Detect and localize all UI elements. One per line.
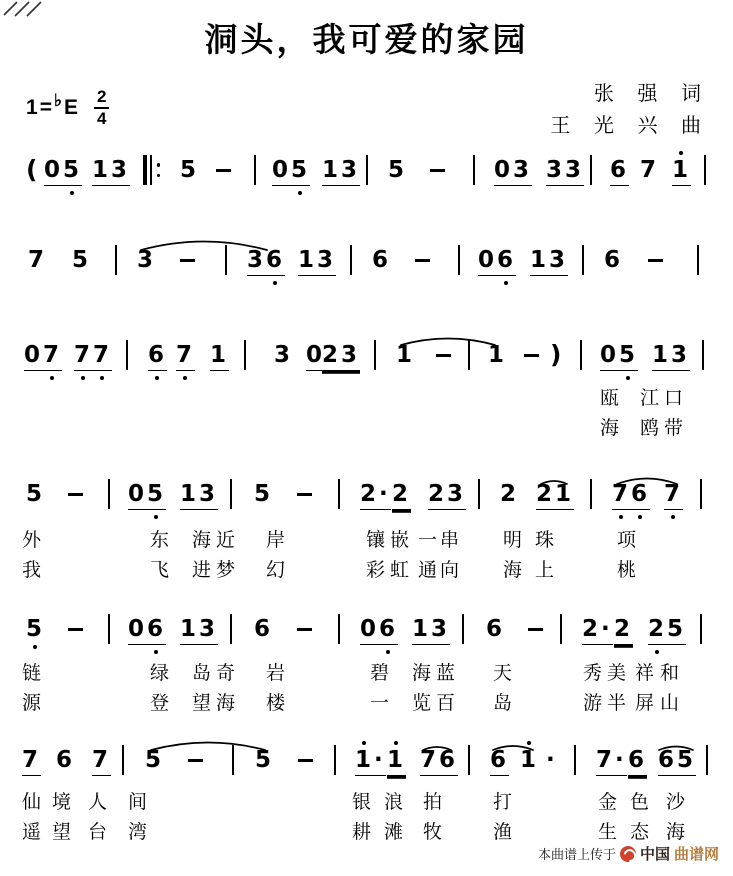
- barline: [560, 614, 562, 644]
- note: 36: [247, 248, 285, 276]
- key-signature: [26, 88, 109, 128]
- lyric-char: 通: [418, 560, 438, 581]
- note: 1 ·: [355, 748, 386, 776]
- note: 23: [322, 343, 360, 371]
- barline: [108, 614, 110, 644]
- lyric-char: 金: [598, 792, 618, 813]
- barline: [230, 614, 232, 644]
- lyric-char: 上: [535, 560, 555, 581]
- barline: [574, 745, 576, 775]
- barline: [468, 745, 470, 775]
- lyric-char: 和: [660, 663, 680, 684]
- dash-note: [68, 628, 83, 631]
- barline: [478, 479, 480, 509]
- lyric-char: 口: [664, 388, 684, 409]
- lyric-char: 向: [440, 560, 460, 581]
- barline: [473, 155, 475, 185]
- barline: [458, 245, 460, 275]
- lyric-char: 台: [88, 822, 108, 843]
- dash-note: [430, 169, 445, 172]
- note: 7: [28, 247, 48, 273]
- lyric-char: 遥: [22, 822, 42, 843]
- lyric-char: 蓝: [436, 663, 456, 684]
- lyric-char: 桃: [617, 560, 637, 581]
- note: 5: [145, 747, 165, 773]
- barline: [706, 745, 708, 775]
- note: 7: [664, 482, 683, 510]
- lyric-char: 览: [412, 693, 432, 714]
- lyric-char: 游: [583, 693, 603, 714]
- lyric-char: 态: [630, 822, 650, 843]
- lyric-char: 沙: [666, 792, 686, 813]
- lyric-char: 耕: [352, 822, 372, 843]
- note: 13: [92, 158, 130, 186]
- dash-note: [524, 354, 539, 357]
- lyric-char: 楼: [266, 693, 286, 714]
- note: 07: [24, 343, 62, 371]
- note: 65: [658, 748, 696, 776]
- lyric-char: 彩: [366, 560, 386, 581]
- lyric-char: 岸: [266, 530, 286, 551]
- barline: [462, 614, 464, 644]
- note: 6: [490, 748, 509, 776]
- note: 7: [92, 748, 111, 776]
- lyric-char: 岩: [266, 663, 286, 684]
- lyric-char: 湾: [128, 822, 148, 843]
- lyric-char: 绿: [150, 663, 170, 684]
- note: 6: [486, 616, 506, 642]
- dash-note: [180, 259, 195, 262]
- note: 5: [388, 157, 408, 183]
- parenthesis: (: [26, 155, 41, 184]
- barline: [230, 479, 232, 509]
- dash-note: [436, 354, 451, 357]
- note: 2·: [582, 617, 613, 645]
- lyric-char: 珠: [535, 530, 555, 551]
- note: 13: [180, 617, 218, 645]
- note: 5: [255, 747, 275, 773]
- lyric-char: 渔: [493, 822, 513, 843]
- note: 05: [272, 158, 310, 186]
- note: 2 5: [648, 617, 686, 645]
- song-title: 洞头，我可爱的家园: [204, 21, 529, 58]
- lyric-char: 一: [418, 530, 438, 551]
- lyric-char: 望: [192, 693, 212, 714]
- dash-note: [68, 493, 83, 496]
- lyric-char: 滩: [384, 822, 404, 843]
- barline: [334, 745, 336, 775]
- dash-note: [298, 759, 313, 762]
- lyric-char: 望: [52, 822, 72, 843]
- credits-block: [550, 78, 703, 142]
- note: ·: [546, 747, 558, 773]
- barline: [704, 155, 706, 185]
- lyric-char: 嵌: [390, 530, 410, 551]
- note: 7·: [596, 748, 627, 776]
- note: 5: [72, 247, 92, 273]
- dash-note: [415, 259, 430, 262]
- key-tonic: 1: [26, 95, 38, 119]
- lyric-char: 带: [664, 418, 684, 439]
- lyric-char: 登: [150, 693, 170, 714]
- dash-note: [297, 628, 312, 631]
- watermark-footer: [538, 843, 719, 864]
- lyric-char: 境: [52, 792, 72, 813]
- time-signature-numerator: 2: [94, 88, 109, 109]
- dash-note: [216, 169, 231, 172]
- barline: [122, 745, 124, 775]
- note: 6: [604, 247, 624, 273]
- note: 33: [546, 158, 584, 186]
- note: 6: [372, 247, 392, 273]
- lyric-char: 屏: [635, 693, 655, 714]
- barline: [244, 340, 246, 370]
- note: 7 7: [74, 343, 112, 371]
- note: 6: [56, 747, 76, 773]
- music-line-4: [0, 482, 733, 522]
- lyric-char: 浪: [384, 792, 404, 813]
- note: 0: [306, 343, 325, 371]
- lyric-char: 瓯: [600, 388, 620, 409]
- barline: [590, 155, 592, 185]
- lyric-char: 银: [352, 792, 372, 813]
- lyric-char: 海: [503, 560, 523, 581]
- lyric-char: 秀: [583, 663, 603, 684]
- lyric-char: 打: [493, 792, 513, 813]
- note: 1: [396, 342, 416, 368]
- lyric-char: 色: [630, 792, 650, 813]
- lyric-char: 间: [128, 792, 148, 813]
- lyric-char: 项: [617, 530, 637, 551]
- lyric-char: 祥: [635, 663, 655, 684]
- repeat-sign: [143, 155, 160, 185]
- music-line-1: [0, 155, 733, 198]
- lyric-char: 源: [22, 693, 42, 714]
- barline: [468, 340, 470, 370]
- lyric-char: 一: [370, 693, 390, 714]
- lyric-char: 近: [216, 530, 236, 551]
- lyric-char: 串: [440, 530, 460, 551]
- note: 1: [672, 158, 691, 186]
- note: 13: [180, 482, 218, 510]
- note: 1: [387, 748, 406, 776]
- time-signature-denominator: 4: [97, 108, 107, 128]
- note: 5: [26, 617, 45, 641]
- composer-credit: 王 光 兴 曲: [550, 115, 703, 137]
- barline: [700, 614, 702, 644]
- lyric-char: 半: [607, 693, 627, 714]
- lyric-char: 岛: [493, 693, 513, 714]
- site-logo-icon: [620, 846, 636, 862]
- barline: [700, 479, 702, 509]
- lyric-char: 飞: [150, 560, 170, 581]
- barline: [374, 340, 376, 370]
- note: 2: [500, 481, 520, 507]
- note: 6: [148, 343, 167, 371]
- lyric-char: 山: [660, 693, 680, 714]
- upload-note-text: 本曲谱上传于: [538, 847, 617, 862]
- lyric-char: 我: [22, 560, 42, 581]
- dash-note: [648, 259, 663, 262]
- barline: [108, 479, 110, 509]
- lyric-char: 人: [88, 792, 108, 813]
- barline: [366, 155, 368, 185]
- lyric-char: 海: [192, 530, 212, 551]
- note: 2: [614, 617, 633, 645]
- barline: [225, 245, 227, 275]
- lyric-char: 镶: [366, 530, 386, 551]
- note: 1: [520, 748, 539, 772]
- lyric-char: 美: [607, 663, 627, 684]
- lyric-char: 明: [503, 530, 523, 551]
- barline: [590, 479, 592, 509]
- lyric-char: 海: [600, 418, 620, 439]
- note: 13: [322, 158, 360, 186]
- note: 2: [392, 482, 411, 510]
- note: 06: [360, 617, 398, 645]
- lyric-char: 虹: [390, 560, 410, 581]
- lyric-char: 海: [216, 693, 236, 714]
- note: 5: [26, 481, 46, 507]
- time-signature: [94, 88, 109, 128]
- barline: [254, 155, 256, 185]
- dash-note: [528, 628, 543, 631]
- note: 6: [610, 158, 629, 186]
- barline: [126, 340, 128, 370]
- lyric-char: 外: [22, 530, 42, 551]
- music-line-2: [0, 248, 733, 288]
- note: 7 6: [612, 482, 650, 510]
- lyric-char: 鸥: [640, 418, 660, 439]
- note: 5: [180, 157, 200, 183]
- barline: [702, 340, 704, 370]
- note: 6: [628, 748, 647, 776]
- barline: [338, 479, 340, 509]
- note: 7: [176, 343, 195, 371]
- lyric-char: 进: [192, 560, 212, 581]
- barline: [350, 245, 352, 275]
- equals-sign: =: [39, 95, 52, 119]
- lyric-char: 仙: [22, 792, 42, 813]
- dash-note: [188, 759, 203, 762]
- note: 05: [600, 343, 638, 371]
- lyric-char: 幻: [266, 560, 286, 581]
- lyric-char: 梦: [216, 560, 236, 581]
- note: 1: [488, 342, 508, 368]
- note: 3: [274, 342, 294, 368]
- lyric-char: 江: [640, 388, 660, 409]
- note: 7: [640, 157, 660, 183]
- music-line-3: [0, 340, 733, 383]
- music-line-5: [0, 617, 733, 657]
- lyric-char: 拍: [423, 792, 443, 813]
- note: 13: [298, 248, 336, 276]
- site-name-secondary: 曲谱网: [674, 846, 720, 863]
- lyric-char: 奇: [216, 663, 236, 684]
- note: 05: [128, 482, 166, 510]
- dash-note: [297, 493, 312, 496]
- site-name-primary: 中国: [640, 846, 671, 863]
- note: 3: [137, 247, 157, 273]
- note: 76: [420, 748, 458, 776]
- barline: [697, 245, 699, 275]
- lyric-char: 百: [436, 693, 456, 714]
- note: 06: [128, 617, 166, 645]
- note: 13: [530, 248, 568, 276]
- barline: [115, 245, 117, 275]
- barline: [580, 340, 582, 370]
- lyric-char: 生: [598, 822, 618, 843]
- lyric-char: 海: [412, 663, 432, 684]
- lyricist-credit: 张 强 词: [593, 83, 703, 105]
- lyric-char: 天: [493, 663, 513, 684]
- lyric-char: 链: [22, 663, 42, 684]
- barline: [582, 245, 584, 275]
- note: 2·: [360, 482, 391, 510]
- lyric-char: 牧: [423, 822, 443, 843]
- barline: [338, 614, 340, 644]
- flat-icon: ♭: [53, 90, 62, 110]
- note: 5: [254, 481, 274, 507]
- barline: [232, 745, 234, 775]
- note: 7: [22, 748, 41, 776]
- lyric-char: 海: [666, 822, 686, 843]
- note: 06: [478, 248, 516, 276]
- note: 13: [652, 343, 690, 371]
- note: 23: [428, 482, 466, 510]
- lyric-char: 碧: [370, 663, 390, 684]
- key-letter: E: [63, 95, 78, 119]
- lyric-char: 东: [150, 530, 170, 551]
- note: 6: [254, 616, 274, 642]
- note: 13: [412, 617, 450, 645]
- note: 05: [44, 158, 82, 186]
- note: 03: [494, 158, 532, 186]
- lyric-char: 岛: [192, 663, 212, 684]
- parenthesis: ): [550, 340, 565, 369]
- note: 1: [210, 343, 229, 371]
- slur-tie-arc: [150, 734, 266, 752]
- music-line-6: [0, 748, 733, 788]
- note: 21: [536, 482, 574, 510]
